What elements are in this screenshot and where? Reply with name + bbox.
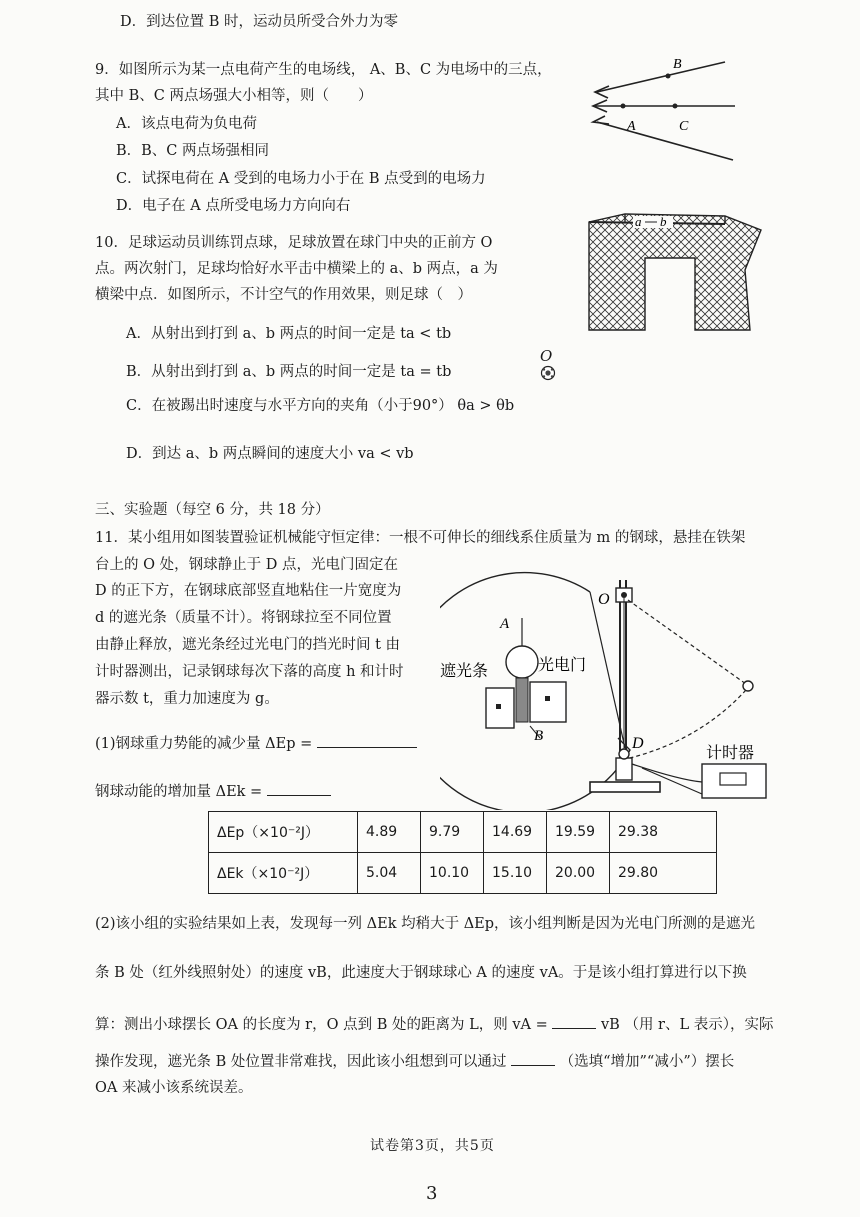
- q9-stem-line2: 其中 B、C 两点场强大小相等，则（ ）: [95, 88, 373, 104]
- label-guangdianmen: 光电门: [538, 655, 587, 674]
- part1-b-text: 钢球动能的增加量 ΔEk =: [95, 784, 263, 800]
- table-cell: 29.80: [610, 853, 717, 894]
- row-label: ΔEk（×10⁻²J）: [209, 853, 358, 894]
- answer-blank-delta-ep[interactable]: [317, 747, 417, 748]
- q11-part1-kinetic: [95, 782, 331, 802]
- q11-stem-line: 器示数 t，重力加速度为 g。: [95, 691, 279, 707]
- answer-blank-va[interactable]: [552, 1028, 596, 1029]
- row-label: ΔEp（×10⁻²J）: [209, 812, 358, 853]
- label-b: B: [673, 57, 682, 72]
- electric-field-lines-figure: [585, 50, 745, 170]
- q11-stem-line: 计时器测出，记录钢球每次下落的高度 h 和计时: [95, 664, 404, 680]
- point-o-label: O: [540, 347, 553, 365]
- q11-stem-line: 由静止释放，遮光条经过光电门的挡光时间 t 由: [95, 637, 401, 653]
- q9-option-b: B．B、C 两点场强相同: [116, 143, 270, 159]
- table-cell: 19.59: [547, 812, 610, 853]
- label-c: C: [679, 119, 689, 134]
- q10-option-c: C．在被踢出时速度与水平方向的夹角（小于90°） θa > θb: [126, 398, 515, 414]
- q10-option-b: B．从射出到打到 a、b 两点的时间一定是 ta = tb: [126, 364, 452, 380]
- label-a: A: [627, 119, 636, 134]
- label-b: b: [660, 214, 667, 229]
- table-row: [209, 812, 717, 853]
- page-footer: 试卷第3页，共5页: [370, 1138, 495, 1154]
- table-cell: 14.69: [484, 812, 547, 853]
- q10-option-a: A．从射出到打到 a、b 两点的时间一定是 ta < tb: [126, 326, 452, 342]
- answer-blank-delta-ek[interactable]: [267, 795, 331, 796]
- q11-part2-line2: 条 B 处（红外线照射处）的速度 vB，此速度大于钢球球心 A 的速度 vA。于是该小组打算进行以下换: [95, 965, 747, 981]
- table-cell: 10.10: [421, 853, 484, 894]
- q8-option-d: D．到达位置 B 时，运动员所受合外力为零: [120, 14, 398, 30]
- soccer-goal-figure: [585, 210, 765, 350]
- part1-a-text: (1)钢球重力势能的减少量 ΔEp =: [95, 736, 313, 752]
- label-o: O: [598, 591, 610, 608]
- q11-stem-line: 台上的 O 处，钢球静止于 D 点，光电门固定在: [95, 557, 398, 573]
- label-d: D: [632, 735, 644, 752]
- q9-option-d: D．电子在 A 点所受电场力方向向右: [116, 198, 351, 214]
- q11-stem-line1: 11．某小组用如图装置验证机械能守恒定律：一根不可伸长的细线系住质量为 m 的钢球，悬挂在铁架: [95, 530, 746, 546]
- q11-part1-potential: [95, 734, 417, 754]
- part2-line4-b: （选填“增加”“减小”）摆长: [559, 1054, 735, 1070]
- part2-line4-a: 操作发现，遮光条 B 处位置非常难找，因此该小组想到可以通过: [95, 1054, 507, 1070]
- q10-stem-line1: 10．足球运动员训练罚点球，足球放置在球门中央的正前方 O: [95, 235, 493, 251]
- table-row: [209, 853, 717, 894]
- label-b: B: [534, 728, 544, 744]
- q9-stem-line1: 9．如图所示为某一点电荷产生的电场线， A、B、C 为电场中的三点，: [95, 62, 552, 78]
- data-table: [208, 811, 717, 894]
- label-zheguangtiao: 遮光条: [440, 661, 489, 680]
- section-3-title: 三、实验题（每空 6 分，共 18 分）: [95, 502, 330, 518]
- table-cell: 9.79: [421, 812, 484, 853]
- q11-stem-line: D 的正下方，在钢球底部竖直地粘住一片宽度为: [95, 583, 402, 599]
- q9-option-c: C．试探电荷在 A 受到的电场力小于在 B 点受到的电场力: [116, 171, 486, 187]
- label-jishiqi: 计时器: [706, 743, 755, 762]
- q10-option-d: D．到达 a、b 两点瞬间的速度大小 va < vb: [126, 446, 414, 462]
- table-cell: 29.38: [610, 812, 717, 853]
- q10-stem-line3: 横梁中点．如图所示，不计空气的作用效果，则足球（ ）: [95, 287, 472, 303]
- q11-part2-line3: [95, 1015, 773, 1035]
- part2-line3-b: vB （用 r、L 表示），实际: [600, 1017, 774, 1033]
- apparatus-figure: [440, 570, 800, 810]
- label-a: a: [635, 214, 642, 229]
- q11-stem-line: d 的遮光条（质量不计）。将钢球拉至不同位置: [95, 610, 392, 626]
- q11-part2-line4: [95, 1052, 734, 1072]
- q11-part2-line1: (2)该小组的实验结果如上表，发现每一列 ΔEk 均稍大于 ΔEp，该小组判断是因为光电门所测的是遮光: [95, 916, 756, 932]
- soccer-ball-icon: [540, 365, 556, 381]
- q11-part2-line5: OA 来减小该系统误差。: [95, 1080, 253, 1096]
- answer-blank-length-change[interactable]: [511, 1065, 555, 1066]
- q9-option-a: A．该点电荷为负电荷: [116, 116, 257, 132]
- table-cell: 5.04: [358, 853, 421, 894]
- table-cell: 20.00: [547, 853, 610, 894]
- q10-stem-line2: 点。两次射门，足球均恰好水平击中横梁上的 a、b 两点，a 为: [95, 261, 498, 277]
- page-number: 3: [426, 1183, 438, 1204]
- part2-line3-a: 算：测出小球摆长 OA 的长度为 r，O 点到 B 处的距离为 L，则 vA =: [95, 1017, 548, 1033]
- table-cell: 4.89: [358, 812, 421, 853]
- label-a: A: [500, 616, 510, 632]
- table-cell: 15.10: [484, 853, 547, 894]
